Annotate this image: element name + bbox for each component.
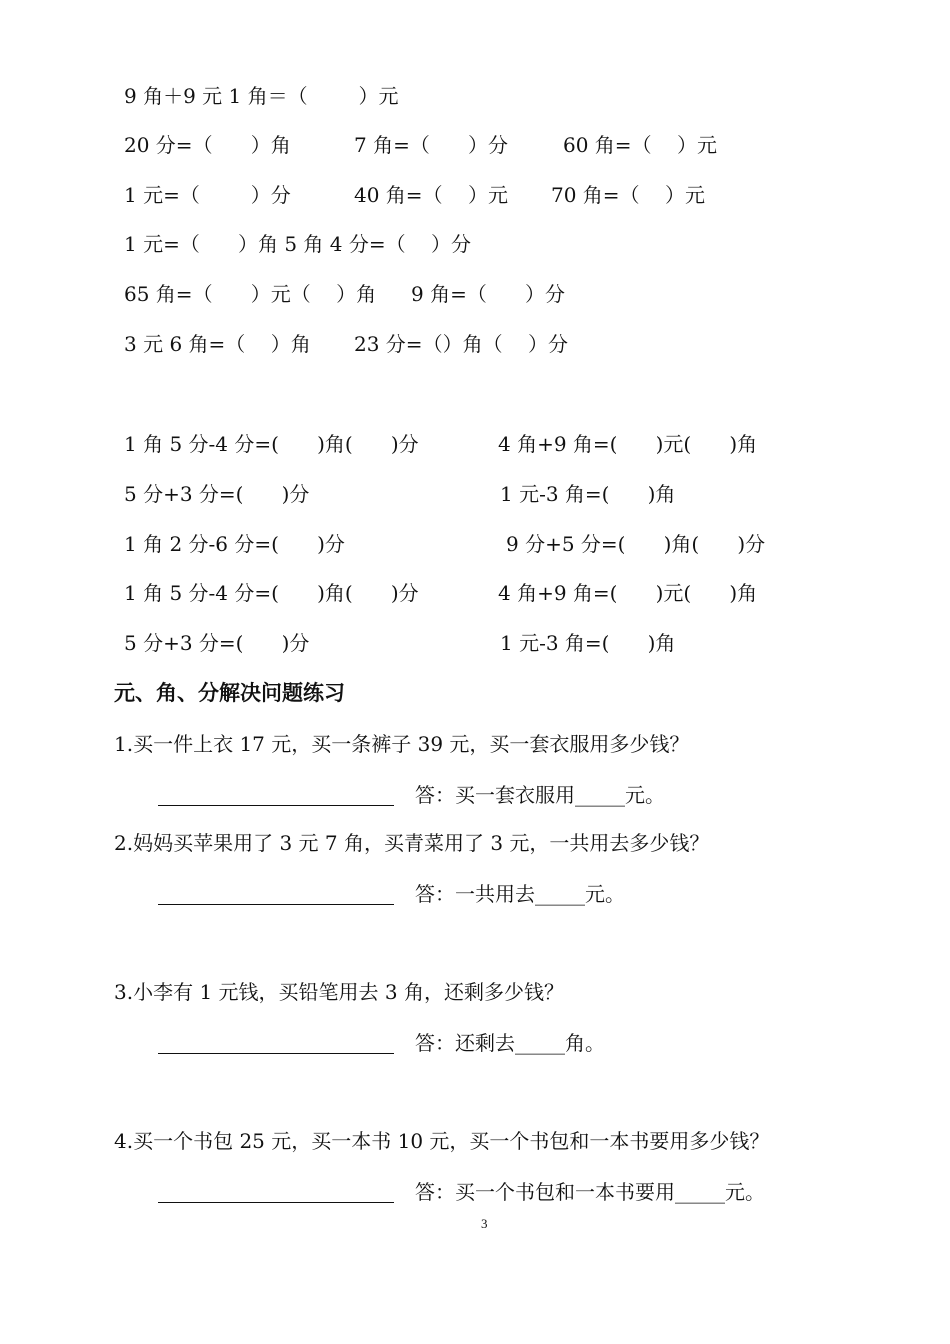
conversion-row-2-item-3: 60 角=（ ）元: [563, 133, 717, 157]
problem-2-answer: 答：一共用去_____元。: [415, 882, 625, 906]
calculation-left-5: 5 分+3 分=( )分: [124, 631, 310, 655]
problem-1-answer: 答：买一套衣服用_____元。: [415, 783, 665, 807]
calculation-right-4: 4 角+9 角=( )元( )角: [498, 581, 758, 605]
conversion-row-4-item-1: 1 元=（ ）角 5 角 4 分=（ ）分: [124, 232, 472, 256]
conversion-row-5-item-1: 65 角=（ ）元（ ）角: [124, 282, 377, 306]
calculation-right-2: 1 元-3 角=( )角: [500, 482, 676, 506]
section-heading: 元、角、分解决问题练习: [114, 681, 345, 705]
calculation-left-2: 5 分+3 分=( )分: [124, 482, 310, 506]
problem-4-question: 4.买一个书包 25 元，买一本书 10 元，买一个书包和一本书要用多少钱？: [114, 1129, 770, 1153]
conversion-row-1-item-1: 9 角＋9 元 1 角＝（ ）元: [124, 84, 399, 108]
problem-3-question: 3.小李有 1 元钱，买铅笔用去 3 角，还剩多少钱？: [114, 980, 564, 1004]
calculation-right-1: 4 角+9 角=( )元( )角: [498, 432, 758, 456]
conversion-row-6-item-2: 23 分=（）角（ ）分: [354, 332, 568, 356]
calculation-right-3: 9 分+5 分=( )角( )分: [506, 532, 766, 556]
conversion-row-3-item-1: 1 元=（ ）分: [124, 183, 291, 207]
problem-4-work-blank: [158, 1202, 394, 1203]
conversion-row-2-item-2: 7 角=（ ）分: [354, 133, 508, 157]
calculation-left-3: 1 角 2 分-6 分=( )分: [124, 532, 345, 556]
page-number: 3: [481, 1216, 488, 1231]
calculation-left-1: 1 角 5 分-4 分=( )角( )分: [124, 432, 419, 456]
conversion-row-6-item-1: 3 元 6 角=（ ）角: [124, 332, 311, 356]
problem-2-question: 2.妈妈买苹果用了 3 元 7 角，买青菜用了 3 元，一共用去多少钱？: [114, 831, 710, 855]
calculation-left-4: 1 角 5 分-4 分=( )角( )分: [124, 581, 419, 605]
conversion-row-3-item-2: 40 角=（ ）元: [354, 183, 508, 207]
conversion-row-2-item-1: 20 分=（ ）角: [124, 133, 291, 157]
problem-4-answer: 答：买一个书包和一本书要用_____元。: [415, 1180, 765, 1204]
problem-3-answer: 答：还剩去_____角。: [415, 1031, 605, 1055]
calculation-right-5: 1 元-3 角=( )角: [500, 631, 676, 655]
problem-1-question: 1.买一件上衣 17 元，买一条裤子 39 元，买一套衣服用多少钱？: [114, 732, 690, 756]
problem-3-work-blank: [158, 1053, 394, 1054]
problem-2-work-blank: [158, 904, 394, 905]
conversion-row-3-item-3: 70 角=（ ）元: [551, 183, 705, 207]
problem-1-work-blank: [158, 805, 394, 806]
conversion-row-5-item-2: 9 角=（ ）分: [411, 282, 565, 306]
